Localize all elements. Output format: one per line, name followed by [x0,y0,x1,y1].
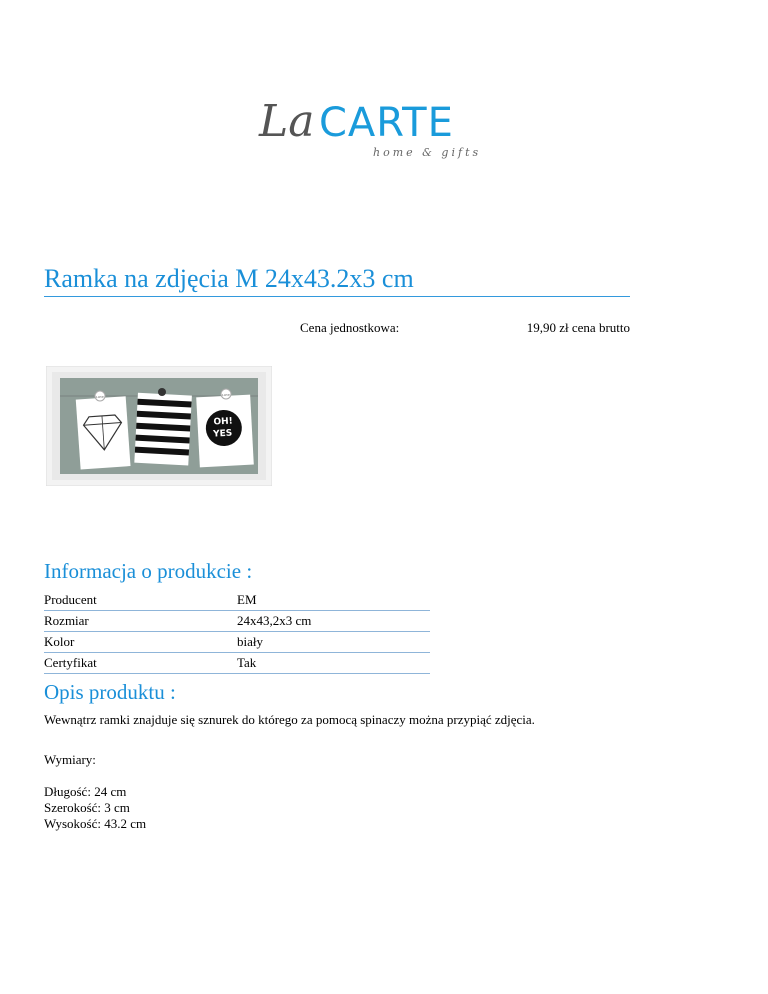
card3-text2: YES [212,428,233,440]
info-value: biały [237,632,430,653]
logo-part1: La [259,96,315,147]
logo-part2: CARTE [319,100,454,146]
info-value: 24x43,2x3 cm [237,611,430,632]
product-photo [46,366,272,486]
dimension-height: Wysokość: 43.2 cm [44,816,147,831]
info-key: Rozmiar [44,611,237,632]
price-label: Cena jednostkowa: [300,320,400,335]
table-row [44,611,430,632]
card1-label: LOVE [96,395,104,399]
info-value: EM [237,590,430,611]
dimension-width: Szerokość: 3 cm [44,800,130,815]
dimension-length: Długość: 24 cm [44,784,127,799]
lacarte-logo [255,84,485,164]
logo-tagline: home & gifts [373,146,482,159]
product-title: Ramka na zdjęcia M 24x43.2x3 cm [44,262,630,297]
info-heading: Informacja o produkcie : [44,559,253,583]
description-text: Wewnątrz ramki znajduje się sznurek do którego za pomocą spinaczy można przypiąć zdjęcia. [44,712,535,727]
table-row [44,590,430,611]
price-value: 19,90 zł cena brutto [526,320,630,335]
info-key: Producent [44,590,237,611]
info-key: Kolor [44,632,237,653]
info-table [44,590,430,674]
card3-text1: OH! [213,416,234,428]
info-key: Certyfikat [44,653,237,674]
dimensions-label: Wymiary: [44,752,96,767]
table-row [44,632,430,653]
card3-label: LOVE [222,393,230,397]
table-row [44,653,430,674]
dimensions-list [44,784,146,832]
info-value: Tak [237,653,430,674]
description-heading: Opis produktu : [44,680,176,704]
